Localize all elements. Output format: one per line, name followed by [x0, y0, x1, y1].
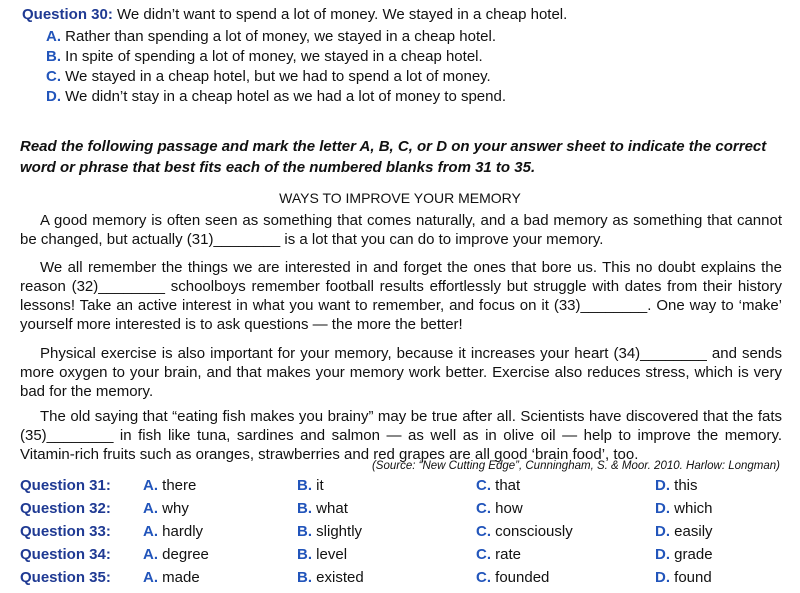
reading-instruction: Read the following passage and mark the letter A, B, C, or D on your answer sheet to indicate the correct word or phrase that best fits each of the numbered blanks from 31 to 35.: [20, 138, 767, 176]
option-letter: C.: [476, 500, 491, 517]
q30-option-a: [46, 28, 496, 45]
option-letter: B.: [297, 546, 312, 563]
paragraph-text: Physical exercise is also important for your memory, because it increases your heart (34)________ and sends more oxygen to your brain, and that makes your memory work better. Exercise also reduces stress, which is very bad for the memory.: [20, 345, 782, 400]
question-label: Question 35:: [20, 569, 111, 586]
passage-paragraph-4: [20, 407, 782, 464]
option-c: [476, 523, 573, 540]
option-a: [143, 523, 203, 540]
option-text: Rather than spending a lot of money, we stayed in a cheap hotel.: [61, 28, 496, 45]
passage-paragraph-2: [20, 258, 782, 334]
option-text: We didn’t stay in a cheap hotel as we had a lot of money to spend.: [61, 88, 506, 105]
option-a: [143, 500, 189, 517]
option-text: In spite of spending a lot of money, we stayed in a cheap hotel.: [61, 48, 483, 65]
q30-option-c: [46, 68, 491, 85]
option-text: there: [162, 477, 197, 494]
option-text: why: [162, 500, 189, 517]
option-text: level: [316, 546, 348, 563]
question-label: Question 34:: [20, 546, 111, 563]
option-letter: C.: [476, 523, 491, 540]
passage-source: (Source: “New Cutting Edge”, Cunningham, S. & Moor. 2010. Harlow: Longman): [371, 460, 780, 472]
option-text: made: [162, 569, 200, 586]
paragraph-text: A good memory is often seen as something that comes naturally, and a bad memory as something that cannot be changed, but actually (31)________ is a lot that you can do to improve your memory.: [20, 212, 782, 248]
passage-title: WAYS TO IMPROVE YOUR MEMORY: [279, 190, 521, 206]
option-text: slightly: [316, 523, 363, 540]
option-b: [297, 546, 347, 563]
option-letter: B.: [297, 500, 312, 517]
question-33-options: [20, 523, 780, 545]
option-letter: C.: [476, 546, 491, 563]
option-d: [655, 477, 698, 494]
question-label: Question 32:: [20, 500, 111, 517]
question-label: Question 33:: [20, 523, 111, 540]
option-d: [655, 523, 713, 540]
question-35-options: [20, 569, 780, 591]
option-text: We stayed in a cheap hotel, but we had to spend a lot of money.: [61, 68, 491, 85]
option-letter: A.: [143, 523, 158, 540]
paragraph-text: We all remember the things we are interested in and forget the ones that bore us. This no doubt explains the reason (32)________ schoolboys remember football results effortlessly but struggle with dates from their history lessons! Take an active interest in what you want to remember, and focus on it (33)________. One way to ‘make’ yourself more interested is to ask questions — the more the better!: [20, 259, 782, 333]
option-c: [476, 500, 523, 517]
question-label: Question 31:: [20, 477, 111, 494]
paragraph-text: The old saying that “eating fish makes you brainy” may be true after all. Scientists have discovered that the fats (35)________ in fish like tuna, sardines and salmon — as well as in olive oil — help to improve the memory. Vitamin-rich fruits such as oranges, strawberries and red grapes are all good ‘brain food’, too.: [20, 408, 782, 463]
option-letter: B.: [297, 569, 312, 586]
passage-paragraph-3: [20, 344, 782, 401]
passage-paragraph-1: [20, 211, 782, 249]
question-text: We didn’t want to spend a lot of money. We stayed in a cheap hotel.: [112, 6, 568, 23]
option-d: [655, 546, 713, 563]
option-text: what: [316, 500, 348, 517]
option-text: how: [495, 500, 523, 517]
option-letter: C.: [476, 477, 491, 494]
option-text: grade: [674, 546, 713, 563]
option-a: [143, 546, 209, 563]
option-letter: D.: [655, 546, 670, 563]
option-letter: A.: [46, 28, 61, 45]
option-text: consciously: [495, 523, 573, 540]
option-b: [297, 523, 362, 540]
option-text: degree: [162, 546, 209, 563]
question-30-stem: [22, 6, 567, 23]
option-text: founded: [495, 569, 550, 586]
option-d: [655, 500, 713, 517]
option-letter: D.: [655, 477, 670, 494]
option-letter: D.: [655, 523, 670, 540]
option-letter: C.: [476, 569, 491, 586]
option-text: rate: [495, 546, 522, 563]
option-letter: A.: [143, 477, 158, 494]
option-text: existed: [316, 569, 364, 586]
option-text: it: [316, 477, 324, 494]
q30-option-d: [46, 88, 506, 105]
option-text: easily: [674, 523, 713, 540]
option-c: [476, 546, 521, 563]
option-text: found: [674, 569, 712, 586]
option-letter: A.: [143, 569, 158, 586]
option-letter: A.: [143, 546, 158, 563]
option-a: [143, 569, 200, 586]
option-letter: D.: [655, 500, 670, 517]
option-b: [297, 477, 324, 494]
option-letter: C.: [46, 68, 61, 85]
option-b: [297, 569, 364, 586]
option-d: [655, 569, 712, 586]
option-c: [476, 569, 549, 586]
option-text: which: [674, 500, 713, 517]
option-text: that: [495, 477, 521, 494]
option-text: this: [674, 477, 698, 494]
option-b: [297, 500, 348, 517]
question-34-options: [20, 546, 780, 568]
question-31-options: [20, 477, 780, 499]
q30-option-b: [46, 48, 483, 65]
option-text: hardly: [162, 523, 204, 540]
option-letter: B.: [297, 477, 312, 494]
option-letter: B.: [297, 523, 312, 540]
option-letter: A.: [143, 500, 158, 517]
option-c: [476, 477, 520, 494]
option-a: [143, 477, 196, 494]
option-letter: D.: [655, 569, 670, 586]
option-letter: D.: [46, 88, 61, 105]
question-label: Question 30:: [22, 6, 113, 23]
question-32-options: [20, 500, 780, 522]
option-letter: B.: [46, 48, 61, 65]
